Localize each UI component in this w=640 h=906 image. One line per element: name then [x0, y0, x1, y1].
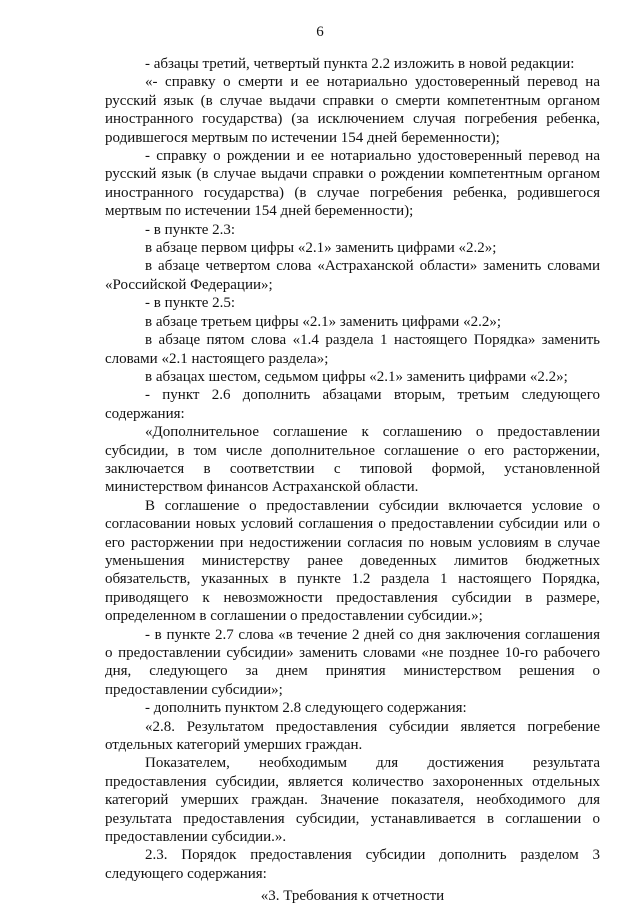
paragraph: «- справку о смерти и ее нотариально удостоверенный перевод на русский язык (в случае выдачи справки о смерти компетентным органом иностранного государства) (за исключением случая погребения ребенка, родившегося мертвым по истечении 154 дней беременности);	[105, 74, 600, 146]
paragraph: - пункт 2.6 дополнить абзацами вторым, третьим следующего содержания:	[105, 387, 600, 422]
paragraph: в абзацах шестом, седьмом цифры «2.1» заменить цифрами «2.2»;	[145, 368, 568, 385]
section-heading: «3. Требования к отчетности	[260, 888, 445, 905]
paragraph: в абзаце пятом слова «1.4 раздела 1 настоящего Порядка» заменить словами «2.1 настоящего раздела»;	[105, 332, 600, 367]
paragraph: - дополнить пунктом 2.8 следующего содержания:	[145, 700, 467, 717]
paragraph: в абзаце первом цифры «2.1» заменить цифрами «2.2»;	[145, 240, 497, 257]
paragraph: - в пункте 2.7 слова «в течение 2 дней со дня заключения соглашения о предоставлении субсидии» заменить словами «не позднее 10-го рабочего дня, следующего за днем принятия министерством решения о предоставлении субсидии»;	[105, 626, 600, 698]
page-number: 6	[316, 24, 324, 40]
paragraph: - справку о рождении и ее нотариально удостоверенный перевод на русский язык (в случае выдачи справки о рождении компетентным органом иностранного государства) (в случае погребения ребенка, родившегося мертвым по истечении 154 дней беременности);	[105, 148, 600, 220]
paragraph: в абзаце третьем цифры «2.1» заменить цифрами «2.2»;	[145, 313, 501, 330]
paragraph: - в пункте 2.3:	[145, 221, 236, 238]
paragraph: «Дополнительное соглашение к соглашению о предоставлении субсидии, в том числе дополнительное соглашение о его расторжении, заключается в соответствии с типовой формой, установленной министерством финансов Астраханской области.	[105, 424, 600, 496]
paragraph: - абзацы третий, четвертый пункта 2.2 изложить в новой редакции:	[145, 56, 575, 72]
paragraph: - в пункте 2.5:	[145, 295, 236, 312]
document-body	[105, 55, 600, 906]
paragraph: 2.3. Порядок предоставления субсидии дополнить разделом 3 следующего содержания:	[105, 847, 600, 882]
paragraph: Показателем, необходимым для достижения результата предоставления субсидии, является количество захороненных отдельных категорий умерших граждан. Значение показателя, необходимого для результата предоставления субсидии, устанавливается в соглашении о предоставлении субсидии.».	[105, 755, 600, 846]
paragraph: в абзаце четвертом слова «Астраханской области» заменить словами «Российской Федерации»;	[105, 258, 600, 293]
paragraph: «2.8. Результатом предоставления субсидии является погребение отдельных категорий умерших граждан.	[105, 718, 600, 754]
paragraph: В соглашение о предоставлении субсидии включается условие о согласовании новых условий соглашения о предоставлении субсидии или о его расторжении при недостижении согласия по новым условиям в случае уменьшения министерству ранее доведенных лимитов бюджетных обязательств, указанных в пункте 1.2 раздела 1 настоящего Порядка, приводящего к невозможности предоставления субсидии в размере, определенном в соглашении о предоставлении субсидии.»;	[105, 497, 600, 625]
